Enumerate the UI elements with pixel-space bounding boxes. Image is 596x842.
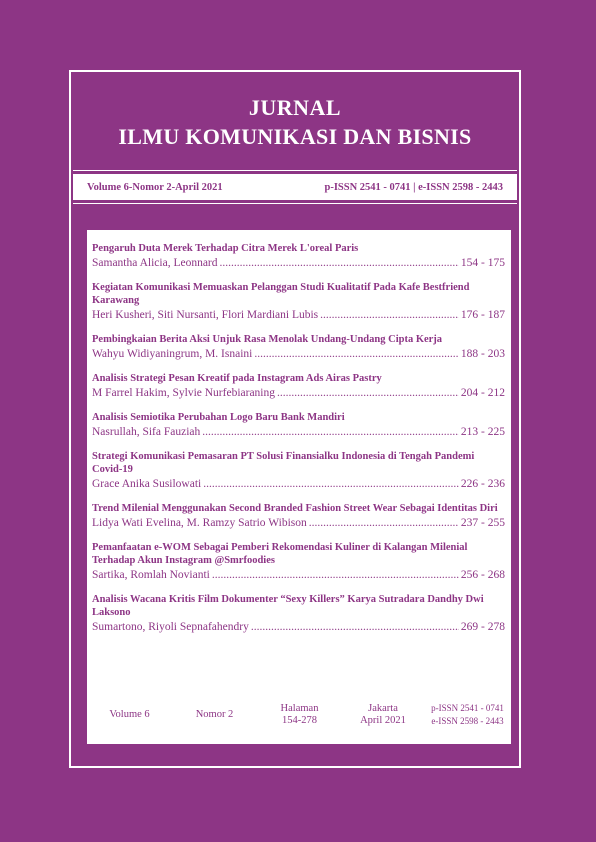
- issn-label: p-ISSN 2541 - 0741 | e-ISSN 2598 - 2443: [324, 181, 503, 193]
- divider-bottom: [73, 203, 517, 204]
- dot-leader: [277, 386, 459, 400]
- toc-entry[interactable]: [92, 593, 505, 634]
- toc-entry[interactable]: [92, 372, 505, 400]
- footer-issn: [424, 702, 511, 728]
- article-pages: 154 - 175: [460, 257, 505, 269]
- footer-halaman-label: Halaman: [280, 703, 319, 714]
- article-pages: 237 - 255: [460, 517, 505, 529]
- toc-entry[interactable]: [92, 541, 505, 582]
- dot-leader: [220, 256, 459, 270]
- footer-e-issn: e-ISSN 2598 - 2443: [431, 716, 504, 726]
- article-pages: 269 - 278: [460, 621, 505, 633]
- article-title: Analisis Wacana Kritis Film Dokumenter “Sexy Killers” Karya Sutradara Dandhy Dwi Laksono: [92, 594, 484, 618]
- footer-nomor: Nomor 2: [195, 709, 234, 720]
- toc-entry[interactable]: [92, 281, 505, 322]
- article-pages: 213 - 225: [460, 426, 505, 438]
- article-pages: 188 - 203: [460, 348, 505, 360]
- dot-leader: [251, 620, 459, 634]
- toc-entry[interactable]: [92, 242, 505, 270]
- journal-title: [71, 94, 519, 152]
- table-of-contents: [87, 230, 511, 733]
- article-authors: M Farrel Hakim, Sylvie Nurfebiaraning: [92, 387, 275, 399]
- article-authors: Lidya Wati Evelina, M. Ramzy Satrio Wibison: [92, 517, 307, 529]
- dot-leader: [254, 347, 459, 361]
- article-title: Trend Milenial Menggunakan Second Branded Fashion Street Wear Sebagai Identitas Diri: [92, 503, 498, 514]
- article-title: Pembingkaian Berita Aksi Unjuk Rasa Menolak Undang-Undang Cipta Kerja: [92, 334, 443, 345]
- footer-halaman: [257, 703, 342, 727]
- article-authors: Nasrullah, Sifa Fauziah: [92, 426, 201, 438]
- issue-info-bar: [73, 174, 517, 200]
- article-authors: Grace Anika Susilowati: [92, 478, 202, 490]
- dot-leader: [309, 516, 459, 530]
- dot-leader: [320, 308, 459, 322]
- article-title: Strategi Komunikasi Pemasaran PT Solusi Finansialku Indonesia di Tengah Pandemi Covid-19: [92, 451, 475, 475]
- article-authors: Heri Kusheri, Siti Nursanti, Flori Mardiani Lubis: [92, 309, 319, 321]
- article-authors: Sumartono, Riyoli Sepnafahendry: [92, 621, 249, 633]
- cover-frame: [69, 70, 521, 768]
- article-authors: Wahyu Widiyaningrum, M. Isnaini: [92, 348, 253, 360]
- issue-footer: [87, 686, 511, 744]
- divider-top: [73, 170, 517, 171]
- article-pages: 226 - 236: [460, 478, 505, 490]
- toc-entry[interactable]: [92, 502, 505, 530]
- journal-title-line1: JURNAL: [248, 95, 342, 120]
- issue-label: Volume 6-Nomor 2-April 2021: [87, 181, 223, 193]
- article-pages: 204 - 212: [460, 387, 505, 399]
- footer-halaman-range: 154-278: [282, 715, 317, 726]
- article-authors: Samantha Alicia, Leonnard: [92, 257, 218, 269]
- footer-date: April 2021: [360, 715, 406, 726]
- footer-city: Jakarta: [368, 703, 398, 714]
- journal-title-line2: ILMU KOMUNIKASI DAN BISNIS: [118, 124, 472, 149]
- article-title: Pengaruh Duta Merek Terhadap Citra Merek L'oreal Paris: [92, 243, 359, 254]
- footer-p-issn: p-ISSN 2541 - 0741: [431, 703, 504, 713]
- article-authors: Sartika, Romlah Novianti: [92, 569, 210, 581]
- article-title: Pemanfaatan e-WOM Sebagai Pemberi Rekomendasi Kuliner di Kalangan Milenial Terhadap Akun Instagram @Smrfoodies: [92, 542, 468, 566]
- toc-entry[interactable]: [92, 411, 505, 439]
- toc-entry[interactable]: [92, 333, 505, 361]
- dot-leader: [203, 477, 459, 491]
- footer-place-date: [342, 703, 424, 727]
- article-pages: 176 - 187: [460, 309, 505, 321]
- dot-leader: [212, 568, 459, 582]
- article-title: Analisis Strategi Pesan Kreatif pada Instagram Ads Airas Pastry: [92, 373, 382, 384]
- dot-leader: [202, 425, 459, 439]
- article-title: Kegiatan Komunikasi Memuaskan Pelanggan Studi Kualitatif Pada Kafe Bestfriend Karawang: [92, 282, 470, 306]
- footer-volume: Volume 6: [109, 709, 150, 720]
- article-pages: 256 - 268: [460, 569, 505, 581]
- toc-entry[interactable]: [92, 450, 505, 491]
- article-title: Analisis Semiotika Perubahan Logo Baru Bank Mandiri: [92, 412, 345, 423]
